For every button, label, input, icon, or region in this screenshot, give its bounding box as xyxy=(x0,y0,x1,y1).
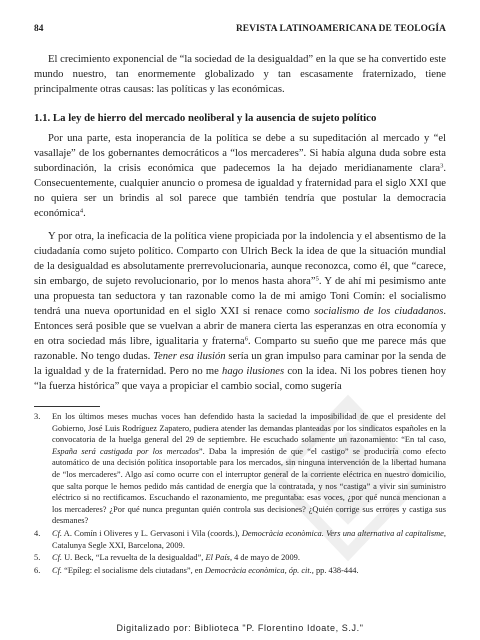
footnote-text-part: En los últimos meses muchas voces han defendido hasta la saciedad la imposibilidad de que el presidente del Gobierno, José Luis Rodríguez Zapatero, pudiera atender las demandas planteadas por los sindicatos españoles en la convocatoria de la huelga general del 29 de septiembre. He escuchado solamente un razonamiento: “En tal caso, xyxy=(52,412,446,445)
journal-title: REVISTA LATINOAMERICANA DE TEOLOGÍA xyxy=(235,24,446,34)
emphasis: Democràcia econòmica. Vers una alternativa al capitalisme xyxy=(241,528,444,538)
emphasis: Cf. xyxy=(52,565,63,575)
footnote-number: 3. xyxy=(34,412,41,421)
footnote-number: 4. xyxy=(34,528,41,538)
page-number: 84 xyxy=(34,24,44,34)
footnote-ref-3[interactable]: 3 xyxy=(440,162,444,170)
footnote-text xyxy=(52,411,446,527)
emphasis: El País xyxy=(205,553,230,563)
footnote-divider xyxy=(34,406,100,407)
footnote-text-part: pp. 438-444. xyxy=(313,565,359,575)
paragraph-text: sería un gran impulso para caminar por la senda de la igualdad y de la fraternidad. Pero no me xyxy=(34,351,446,377)
digitization-credit: Digitalizado por: Biblioteca "P. Florentino Idoate, S.J." xyxy=(116,623,364,633)
footnote-text-part: “Epíleg: el socialisme dels ciutadans”, en xyxy=(62,565,205,575)
emphasis: Tener esa ilusión xyxy=(153,351,226,362)
footnote-text xyxy=(52,565,446,577)
footnote-number: 6. xyxy=(34,565,41,575)
footnote-ref-4[interactable]: 4 xyxy=(79,207,84,215)
paragraph-text: Por una parte, esta inoperancia de la política se debe a su supeditación al mercado y “el vasallaje” de los gobernantes democráticos a “los mercaderes”. Si había alguna duda sobre esta subordinación, la crisis económica que padecemos la ha dejado meridianamente clara xyxy=(34,133,446,174)
footnote-text-part: A. Comín i Oliveres y L. Gervasoni i Vila (coords.), xyxy=(62,528,242,538)
paragraph-text: . Y de ahí mi pesimismo ante una propuesta tan seductora y tan razonable como la de mi amigo Toni Comín: el socialismo tendrá una nueva oportunidad en el siglo XXI si renace como xyxy=(34,276,446,317)
paragraph-text: . Consecuentemente, cualquier anuncio o promesa de igualdad y fraternidad para el siglo XXI que no quiera ser un brindis al sol parece que también tendría que postular la democracia económica xyxy=(34,163,446,219)
paragraph-citizenship xyxy=(34,229,446,394)
emphasis: Cf. xyxy=(52,553,63,563)
paragraph-text: Y por otra, la ineficacia de la política viene propiciada por la indolencia y el absentismo de la ciudadanía como sujeto político. Comparto con Ulrich Beck la idea de que la situación mundial de la desigualdad es absolutamente prerrevolucionaria, aunque reconozca, como él, que “carece, sin embargo, de sujeto revolucionario, por lo menos hasta ahora” xyxy=(34,231,446,287)
footnote-text xyxy=(52,528,446,551)
footnote-5 xyxy=(34,552,446,564)
intro-paragraph: El crecimiento exponencial de “la sociedad de la desigualdad” en la que se ha convertido este mundo nuestro, tan enormemente globalizado y tan escasamente fraternizado, tiene principalmente otras causas: las políticas y las económicas. xyxy=(34,54,446,95)
emphasis: hago ilusiones xyxy=(222,366,285,377)
paragraph-text: . Entonces será posible que se vuelvan a abrir de manera cierta las esperanzas en otra economía y en otra sociedad más libre, igualitaria y fraterna xyxy=(34,306,446,347)
section-heading: 1.1. La ley de hierro del mercado neoliberal y la ausencia de sujeto político xyxy=(34,112,377,124)
footnote-6 xyxy=(34,565,446,577)
emphasis: socialismo de los ciudadanos xyxy=(314,306,444,317)
paragraph-text: . xyxy=(83,208,86,219)
footnote-4 xyxy=(34,528,446,551)
footnote-3 xyxy=(34,411,446,527)
footnote-text-part: , 4 de mayo de 2009. xyxy=(229,553,300,563)
emphasis: Democràcia econòmica, óp. cit., xyxy=(204,565,314,575)
paragraph-text: . Comparto su sueño que me parece más que razonable. No tengo dudas. xyxy=(34,336,447,362)
footnote-text-part: U. Beck, “La revuelta de la desigualdad”, xyxy=(62,553,206,563)
footnote-ref-5[interactable]: 5 xyxy=(315,275,319,283)
footnote-number: 5. xyxy=(34,553,41,563)
footnote-text xyxy=(52,552,446,564)
running-header xyxy=(34,24,446,38)
footnote-text-part: , Catalunya Segle XXI, Barcelona, 2009. xyxy=(52,528,446,550)
paragraph-politics-market xyxy=(34,131,446,221)
main-text xyxy=(34,52,446,576)
emphasis: Cf. xyxy=(52,528,63,538)
footnote-ref-6[interactable]: 6 xyxy=(244,335,248,343)
emphasis: España será castigada por los mercados xyxy=(52,446,199,456)
footnote-text-part: ”. Daba la impresión de que “el castigo” se produciría como efecto automático de una decisión política insoportable para los mercados, sin ninguna intervención de la libertad humana de “los mercaderes”. Algo así como ocurre con el interruptor general de la corriente eléctrica en nuestro domicilio, que salta porque le hemos pedido más cantidad de energía que la contratada, y nos “castiga” a vivir sin suministro eléctrico si no rectificamos. Escuchando el razonamiento, me preguntaba: esas voces, ¿por qué nunca mencionan a los mercaderes? ¿Por qué nunca preguntan quién controla sus decisiones? ¿Quién corrige sus errores y castiga sus desmanes? xyxy=(52,446,446,526)
paragraph-text: con la idea. Ni los pobres tienen hoy “la fuerza histórica” que vaya a propiciar el cambio social, como sugería xyxy=(34,366,446,392)
